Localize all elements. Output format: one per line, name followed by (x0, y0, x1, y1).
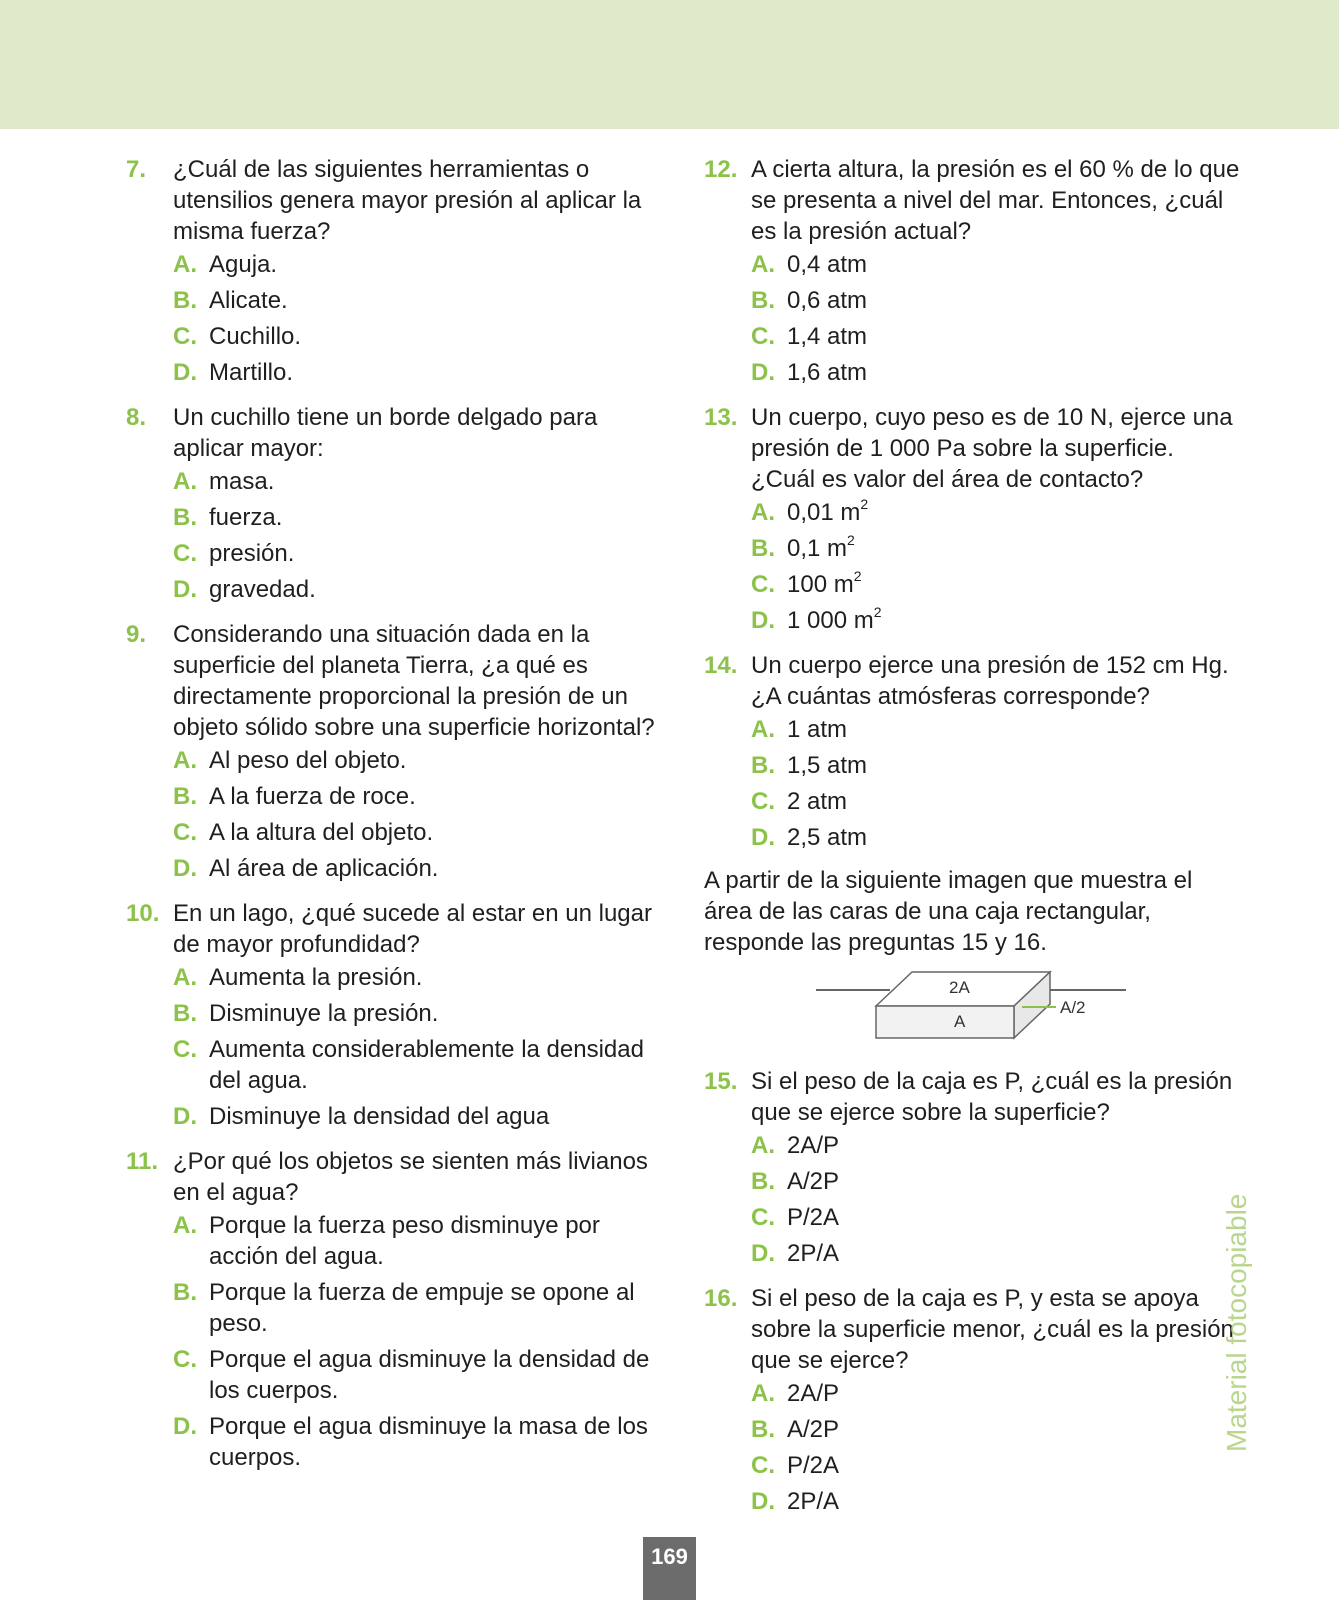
option-letter: C. (751, 788, 775, 815)
option-letter: D. (173, 1103, 197, 1130)
question-stem (704, 402, 1244, 495)
answer-option (126, 1344, 656, 1406)
question-text: ¿Cuál de las siguientes herramientas o utensilios genera mayor presión al aplicar la misma fuerza? (173, 156, 642, 245)
option-text: 1,5 atm (787, 752, 868, 779)
option-letter: B. (751, 752, 775, 779)
answer-option (126, 249, 656, 280)
question-text: Un cuchillo tiene un borde delgado para aplicar mayor: (173, 404, 598, 462)
question-number: 8. (126, 404, 147, 431)
side-face-label: A/2 (1060, 998, 1086, 1017)
answer-option (126, 1411, 656, 1473)
option-text: Alicate. (209, 287, 288, 314)
option-text: Disminuye la presión. (209, 1000, 439, 1027)
option-letter: B. (751, 287, 775, 314)
option-text: Martillo. (209, 359, 294, 386)
answer-option (126, 998, 656, 1029)
option-letter: A. (173, 251, 197, 278)
question-text: Un cuerpo, cuyo peso es de 10 N, ejerce una presión de 1 000 Pa sobre la superficie. ¿Cuál es valor del área de contacto? (751, 404, 1233, 493)
option-text: masa. (209, 468, 275, 495)
answer-option (126, 574, 656, 605)
option-text: A la fuerza de roce. (209, 783, 416, 810)
option-text: gravedad. (209, 576, 316, 603)
question-15 (704, 1066, 1244, 1269)
question-stem (704, 1066, 1244, 1128)
option-letter: A. (173, 468, 197, 495)
left-column (126, 154, 656, 1487)
option-letter: B. (173, 504, 197, 531)
option-text: Porque el agua disminuye la masa de los cuerpos. (209, 1413, 648, 1471)
option-text: 100 m (787, 571, 854, 598)
option-letter: C. (751, 1452, 775, 1479)
answer-options (126, 466, 656, 605)
option-letter: D. (751, 607, 775, 634)
question-stem (704, 154, 1244, 247)
answer-option (704, 1414, 1244, 1445)
option-letter: B. (173, 783, 197, 810)
question-text: Un cuerpo ejerce una presión de 152 cm Hg. ¿A cuántas atmósferas corresponde? (751, 652, 1229, 710)
option-text: 2,5 atm (787, 824, 868, 851)
answer-option (704, 1486, 1244, 1517)
photocopiable-label: Material fotocopiable (1221, 1193, 1252, 1452)
option-text: 0,6 atm (787, 287, 868, 314)
option-letter: A. (173, 964, 197, 991)
option-text: fuerza. (209, 504, 283, 531)
option-letter: B. (751, 1168, 775, 1195)
answer-option (126, 853, 656, 884)
option-text: 0,1 m (787, 535, 848, 562)
answer-option (704, 1450, 1244, 1481)
option-letter: C. (751, 323, 775, 350)
answer-options (126, 249, 656, 388)
answer-option (704, 1166, 1244, 1197)
option-text: Porque la fuerza de empuje se opone al peso. (209, 1279, 635, 1337)
option-text: Porque el agua disminuye la densidad de los cuerpos. (209, 1346, 650, 1404)
answer-option (704, 822, 1244, 853)
answer-option (126, 538, 656, 569)
answer-option (704, 750, 1244, 781)
option-letter: A. (173, 747, 197, 774)
question-11 (126, 1146, 656, 1473)
diagram-intro-text: A partir de la siguiente imagen que muestra el área de las caras de una caja rectangular, responde las preguntas 15 y 16. (704, 867, 1193, 956)
option-text: 2P/A (787, 1488, 840, 1515)
option-superscript: 2 (860, 496, 869, 512)
answer-option (704, 1130, 1244, 1161)
answer-options (704, 1130, 1244, 1269)
option-text: A la altura del objeto. (209, 819, 434, 846)
box-front-face (876, 1006, 1014, 1038)
option-superscript: 2 (873, 604, 882, 620)
answer-option (704, 1378, 1244, 1409)
box-figure (704, 970, 1244, 1060)
question-number: 7. (126, 156, 147, 183)
page-number: 169 (643, 1537, 696, 1600)
option-text: 1,4 atm (787, 323, 868, 350)
option-letter: D. (751, 359, 775, 386)
question-8 (126, 402, 656, 605)
answer-option (126, 1277, 656, 1339)
option-letter: C. (173, 323, 197, 350)
option-text: 0,4 atm (787, 251, 868, 278)
option-text: Aumenta considerablemente la densidad del agua. (209, 1036, 644, 1094)
option-text: 0,01 m (787, 499, 861, 526)
option-text: Aguja. (209, 251, 278, 278)
option-letter: D. (751, 1240, 775, 1267)
option-letter: B. (751, 535, 775, 562)
answer-options (704, 1378, 1244, 1517)
option-superscript: 2 (847, 532, 855, 548)
answer-option (704, 1238, 1244, 1269)
option-text: 1,6 atm (787, 359, 868, 386)
question-stem (126, 619, 656, 743)
answer-options (126, 962, 656, 1132)
option-letter: A. (751, 499, 775, 526)
question-stem (126, 898, 656, 960)
option-letter: C. (173, 1036, 197, 1063)
question-number: 15. (704, 1068, 738, 1095)
header-band (0, 0, 1339, 129)
answer-option (704, 786, 1244, 817)
option-letter: B. (173, 1000, 197, 1027)
answer-option (704, 605, 1244, 636)
answer-options (126, 745, 656, 884)
option-letter: B. (751, 1416, 775, 1443)
question-number: 16. (704, 1285, 738, 1312)
question-text: Si el peso de la caja es P, ¿cuál es la presión que se ejerce sobre la superficie? (751, 1068, 1233, 1126)
option-text: Aumenta la presión. (209, 964, 423, 991)
answer-option (704, 533, 1244, 564)
right-column (704, 154, 1244, 1531)
answer-option (704, 321, 1244, 352)
option-text: Cuchillo. (209, 323, 302, 350)
answer-option (126, 502, 656, 533)
option-text: P/2A (787, 1204, 840, 1231)
question-text: Considerando una situación dada en la superficie del planeta Tierra, ¿a qué es directamente proporcional la presión de un objeto sólido sobre una superficie horizontal? (173, 621, 655, 741)
question-number: 9. (126, 621, 147, 648)
question-stem (704, 1283, 1244, 1376)
answer-options (704, 497, 1244, 636)
option-letter: D. (173, 359, 197, 386)
question-stem (126, 1146, 656, 1208)
answer-option (126, 1034, 656, 1096)
option-letter: D. (173, 1413, 197, 1440)
option-letter: A. (751, 1380, 775, 1407)
option-text: Al área de aplicación. (209, 855, 439, 882)
option-letter: C. (751, 571, 775, 598)
answer-option (126, 1101, 656, 1132)
option-text: 2P/A (787, 1240, 840, 1267)
option-text: A/2P (787, 1168, 840, 1195)
answer-options (126, 1210, 656, 1473)
option-letter: A. (751, 251, 775, 278)
answer-option (126, 466, 656, 497)
question-number: 12. (704, 156, 738, 183)
option-letter: A. (173, 1212, 197, 1239)
answer-option (704, 1202, 1244, 1233)
question-stem (704, 650, 1244, 712)
option-text: Porque la fuerza peso disminuye por acción del agua. (209, 1212, 600, 1270)
question-stem (126, 154, 656, 247)
answer-option (704, 714, 1244, 745)
question-number: 10. (126, 900, 160, 927)
question-text: A cierta altura, la presión es el 60 % de lo que se presenta a nivel del mar. Entonces, ¿cuál es la presión actual? (751, 156, 1240, 245)
option-superscript: 2 (853, 568, 862, 584)
front-face-label: A (954, 1012, 966, 1031)
answer-option (126, 962, 656, 993)
top-face-label: 2A (949, 978, 970, 997)
answer-option (704, 249, 1244, 280)
answer-option (704, 285, 1244, 316)
answer-option (126, 357, 656, 388)
question-text: ¿Por qué los objetos se sienten más livianos en el agua? (173, 1148, 648, 1206)
question-text: En un lago, ¿qué sucede al estar en un lugar de mayor profundidad? (173, 900, 652, 958)
option-letter: B. (173, 1279, 197, 1306)
question-7 (126, 154, 656, 388)
option-text: 2A/P (787, 1132, 840, 1159)
option-letter: B. (173, 287, 197, 314)
option-letter: A. (751, 1132, 775, 1159)
question-14 (704, 650, 1244, 853)
box-diagram (704, 970, 1244, 1060)
option-text: 2 atm (787, 788, 848, 815)
option-text: P/2A (787, 1452, 840, 1479)
answer-option (126, 781, 656, 812)
option-text: 2A/P (787, 1380, 840, 1407)
option-letter: C. (173, 1346, 197, 1373)
option-text: Disminuye la densidad del agua (209, 1103, 550, 1130)
question-12 (704, 154, 1244, 388)
option-text: 1 atm (787, 716, 848, 743)
option-text: presión. (209, 540, 295, 567)
question-9 (126, 619, 656, 884)
question-text: Si el peso de la caja es P, y esta se apoya sobre la superficie menor, ¿cuál es la presión que se ejerce? (751, 1285, 1234, 1374)
option-letter: D. (751, 1488, 775, 1515)
option-text: Al peso del objeto. (209, 747, 407, 774)
question-number: 11. (126, 1148, 159, 1175)
answer-option (126, 745, 656, 776)
answer-option (126, 817, 656, 848)
answer-options (704, 249, 1244, 388)
answer-option (126, 1210, 656, 1272)
answer-option (704, 357, 1244, 388)
option-letter: D. (173, 576, 197, 603)
option-letter: C. (751, 1204, 775, 1231)
option-letter: C. (173, 540, 197, 567)
option-text: 1 000 m (787, 607, 874, 634)
question-10 (126, 898, 656, 1132)
question-13 (704, 402, 1244, 636)
answer-option (704, 569, 1244, 600)
answer-option (126, 321, 656, 352)
option-letter: D. (751, 824, 775, 851)
question-16 (704, 1283, 1244, 1517)
option-letter: A. (751, 716, 775, 743)
answer-option (704, 497, 1244, 528)
option-text: A/2P (787, 1416, 840, 1443)
answer-options (704, 714, 1244, 853)
question-number: 14. (704, 652, 738, 679)
option-letter: D. (173, 855, 197, 882)
question-number: 13. (704, 404, 738, 431)
question-stem (126, 402, 656, 464)
option-letter: C. (173, 819, 197, 846)
answer-option (126, 285, 656, 316)
